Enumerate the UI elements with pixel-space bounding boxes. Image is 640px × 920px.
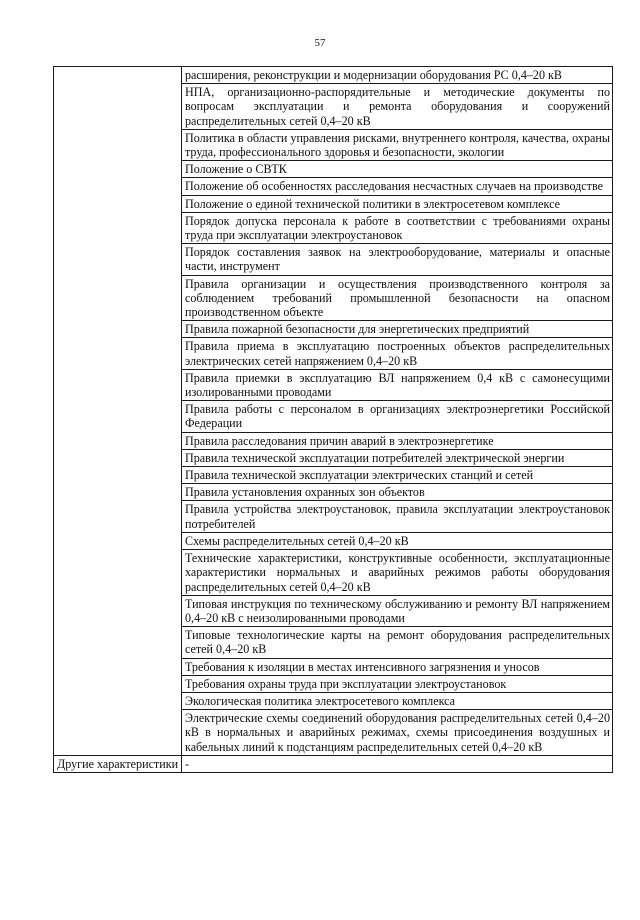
table-cell: Типовая инструкция по техническому обслуживанию и ремонту ВЛ напряжением 0,4–20 кВ с неизолированными проводами [182,595,613,626]
table-cell: Порядок составления заявок на электрооборудование, материалы и опасные части, инструмент [182,244,613,275]
table-cell: Правила приемки в эксплуатацию ВЛ напряжением 0,4 кВ с самонесущими изолированными проводами [182,369,613,400]
table-cell: Типовые технологические карты на ремонт оборудования распределительных сетей 0,4–20 кВ [182,627,613,658]
left-column-cell [54,67,182,756]
other-characteristics-value: - [182,755,613,772]
table-cell: Порядок допуска персонала к работе в соответствии с требованиями охраны труда при эксплуатации электроустановок [182,212,613,243]
table-cell: Положение об особенностях расследования несчастных случаев на производстве [182,178,613,195]
table-cell: Правила установления охранных зон объектов [182,484,613,501]
table-cell: Экологическая политика электросетевого комплекса [182,692,613,709]
table-cell: расширения, реконструкции и модернизации оборудования РС 0,4–20 кВ [182,67,613,84]
table-cell: Электрические схемы соединений оборудования распределительных сетей 0,4–20 кВ в нормальных и аварийных режимах, схемы присоединения воздушных и кабельных линий к подстанциям распределительных сетей 0,4–20 кВ [182,710,613,756]
table-cell: Правила устройства электроустановок, правила эксплуатации электроустановок потребителей [182,501,613,532]
other-characteristics-label: Другие характеристики [54,755,182,772]
table-cell: Схемы распределительных сетей 0,4–20 кВ [182,532,613,549]
table-cell: Правила технической эксплуатации электрических станций и сетей [182,467,613,484]
table-cell: Правила технической эксплуатации потребителей электрической энергии [182,449,613,466]
requirements-table [53,66,613,773]
other-characteristics-row [54,755,613,772]
table-row [54,67,613,84]
table-cell: Политика в области управления рисками, внутреннего контроля, качества, охраны труда, профессионального здоровья и безопасности, экологии [182,129,613,160]
table-cell: НПА, организационно-распорядительные и методические документы по вопросам эксплуатации и ремонта оборудования и сооружений распределительных сетей 0,4–20 кВ [182,84,613,130]
table-cell: Требования к изоляции в местах интенсивного загрязнения и уносов [182,658,613,675]
table-cell: Правила организации и осуществления производственного контроля за соблюдением требований промышленной безопасности на опасном производственном объекте [182,275,613,321]
table-cell: Правила приема в эксплуатацию построенных объектов распределительных электрических сетей напряжением 0,4–20 кВ [182,338,613,369]
page-number: 57 [314,37,326,49]
table-cell: Правила работы с персоналом в организациях электроэнергетики Российской Федерации [182,401,613,432]
table-cell: Правила пожарной безопасности для энергетических предприятий [182,321,613,338]
table-cell: Требования охраны труда при эксплуатации электроустановок [182,675,613,692]
table-cell: Технические характеристики, конструктивные особенности, эксплуатационные характеристики нормальных и аварийных режимов работы оборудования распределительных сетей 0,4–20 кВ [182,550,613,596]
table-cell: Положение о единой технической политики в электросетевом комплексе [182,195,613,212]
table-cell: Правила расследования причин аварий в электроэнергетике [182,432,613,449]
table-cell: Положение о СВТК [182,161,613,178]
